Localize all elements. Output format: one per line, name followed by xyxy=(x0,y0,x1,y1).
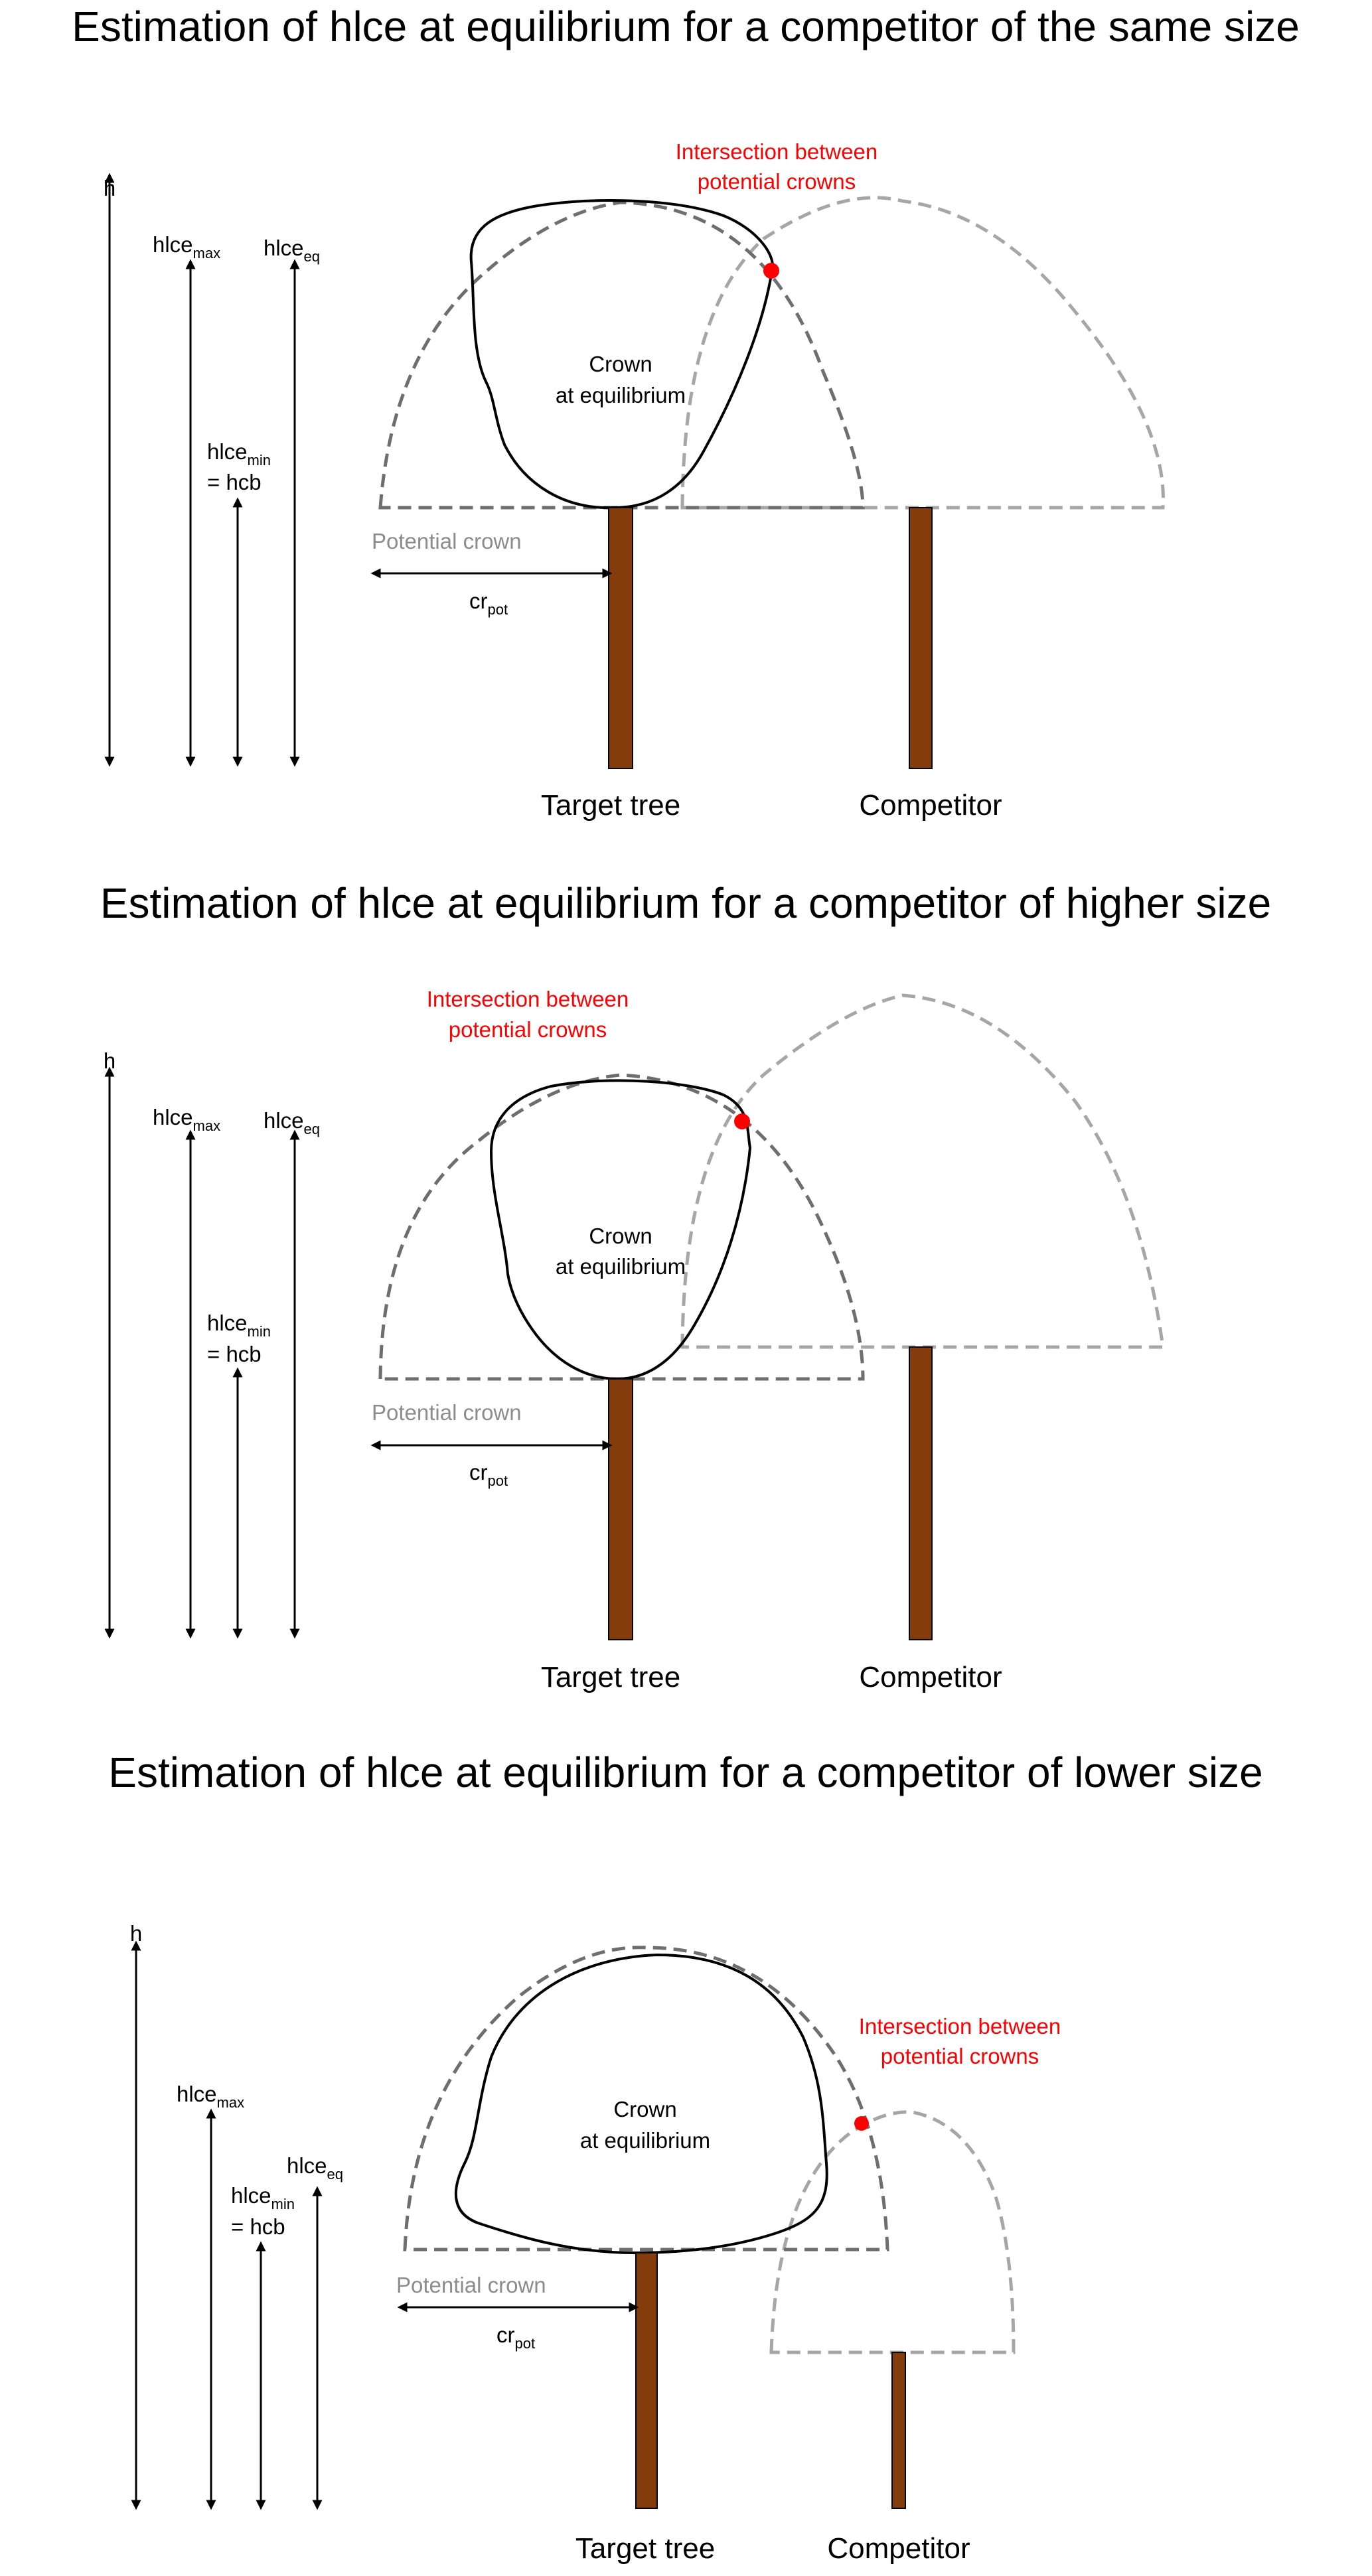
competitor-trunk xyxy=(909,508,932,768)
h-label: h xyxy=(103,176,116,200)
panel-higher-size xyxy=(100,879,1271,1693)
intersection-point xyxy=(854,2116,869,2131)
potential-crown-label: Potential crown xyxy=(372,529,522,553)
target-tree-trunk xyxy=(636,2253,657,2508)
panel-title: Estimation of hlce at equilibrium for a competitor of lower size xyxy=(108,1749,1263,1796)
hlce-max-label: hlce$_{max}$ xyxy=(177,2082,245,2111)
hlce-min-label: hlce$_{min}$ xyxy=(231,2183,295,2212)
potential-crown-label: Potential crown xyxy=(396,2273,546,2297)
intersection-label-line1: Intersection between xyxy=(426,987,629,1011)
competitor-potential-crown xyxy=(771,2112,1014,2352)
hlce-eq-label: hlce$_{eq}$ xyxy=(264,1108,321,1137)
intersection-label-line1: Intersection between xyxy=(675,139,878,164)
panel-title: Estimation of hlce at equilibrium for a competitor of the same size xyxy=(72,3,1300,50)
competitor-label: Competitor xyxy=(859,789,1002,822)
hcb-label: = hcb xyxy=(207,470,262,494)
crown-label-line1: Crown xyxy=(589,352,652,376)
panel-title: Estimation of hlce at equilibrium for a competitor of higher size xyxy=(100,879,1272,927)
potential-crown-label: Potential crown xyxy=(372,1400,522,1425)
cr-pot-label: $cr_{pot}$ xyxy=(469,1460,508,1489)
target-tree-trunk xyxy=(609,508,633,768)
intersection-label-line2: potential crowns xyxy=(697,169,856,194)
h-label: h xyxy=(129,1921,143,1946)
cr-pot-label: $cr_{pot}$ xyxy=(469,589,508,618)
target-tree-trunk xyxy=(609,1379,633,1640)
hlce-eq-label: hlce$_{eq}$ xyxy=(264,236,321,265)
crown-label-line1: Crown xyxy=(613,2097,677,2121)
competitor-potential-crown xyxy=(682,995,1163,1347)
hlce-eq-label: hlce$_{eq}$ xyxy=(287,2153,344,2182)
target-tree-label: Target tree xyxy=(540,1661,681,1693)
crown-label-line2: at equilibrium xyxy=(579,2128,711,2153)
hcb-label: = hcb xyxy=(231,2214,285,2239)
cr-pot-label: $cr_{pot}$ xyxy=(496,2323,536,2352)
intersection-label-line2: potential crowns xyxy=(448,1017,607,1042)
target-tree-label: Target tree xyxy=(575,2532,716,2565)
target-tree-label: Target tree xyxy=(540,789,681,822)
competitor-potential-crown xyxy=(682,198,1163,508)
hlce-min-label: hlce$_{min}$ xyxy=(207,1311,271,1340)
competitor-label: Competitor xyxy=(827,2532,970,2565)
hcb-label: = hcb xyxy=(207,1342,262,1366)
hlce-max-label: hlce$_{max}$ xyxy=(153,1105,221,1134)
intersection-point xyxy=(763,263,779,279)
panel-lower-size xyxy=(108,1749,1262,2565)
intersection-label-line2: potential crowns xyxy=(880,2044,1039,2068)
crown-label-line2: at equilibrium xyxy=(555,1254,686,1279)
intersection-point xyxy=(734,1113,750,1129)
h-label: h xyxy=(103,1048,116,1073)
intersection-label-line1: Intersection between xyxy=(858,2014,1061,2039)
crown-label-line1: Crown xyxy=(589,1224,652,1248)
panel-same-size xyxy=(72,3,1300,822)
crown-label-line2: at equilibrium xyxy=(555,383,686,407)
hlce-max-label: hlce$_{max}$ xyxy=(153,232,221,261)
hlce-min-label: hlce$_{min}$ xyxy=(207,439,271,468)
competitor-trunk xyxy=(909,1347,932,1640)
competitor-trunk xyxy=(892,2352,905,2508)
competitor-label: Competitor xyxy=(859,1661,1002,1693)
